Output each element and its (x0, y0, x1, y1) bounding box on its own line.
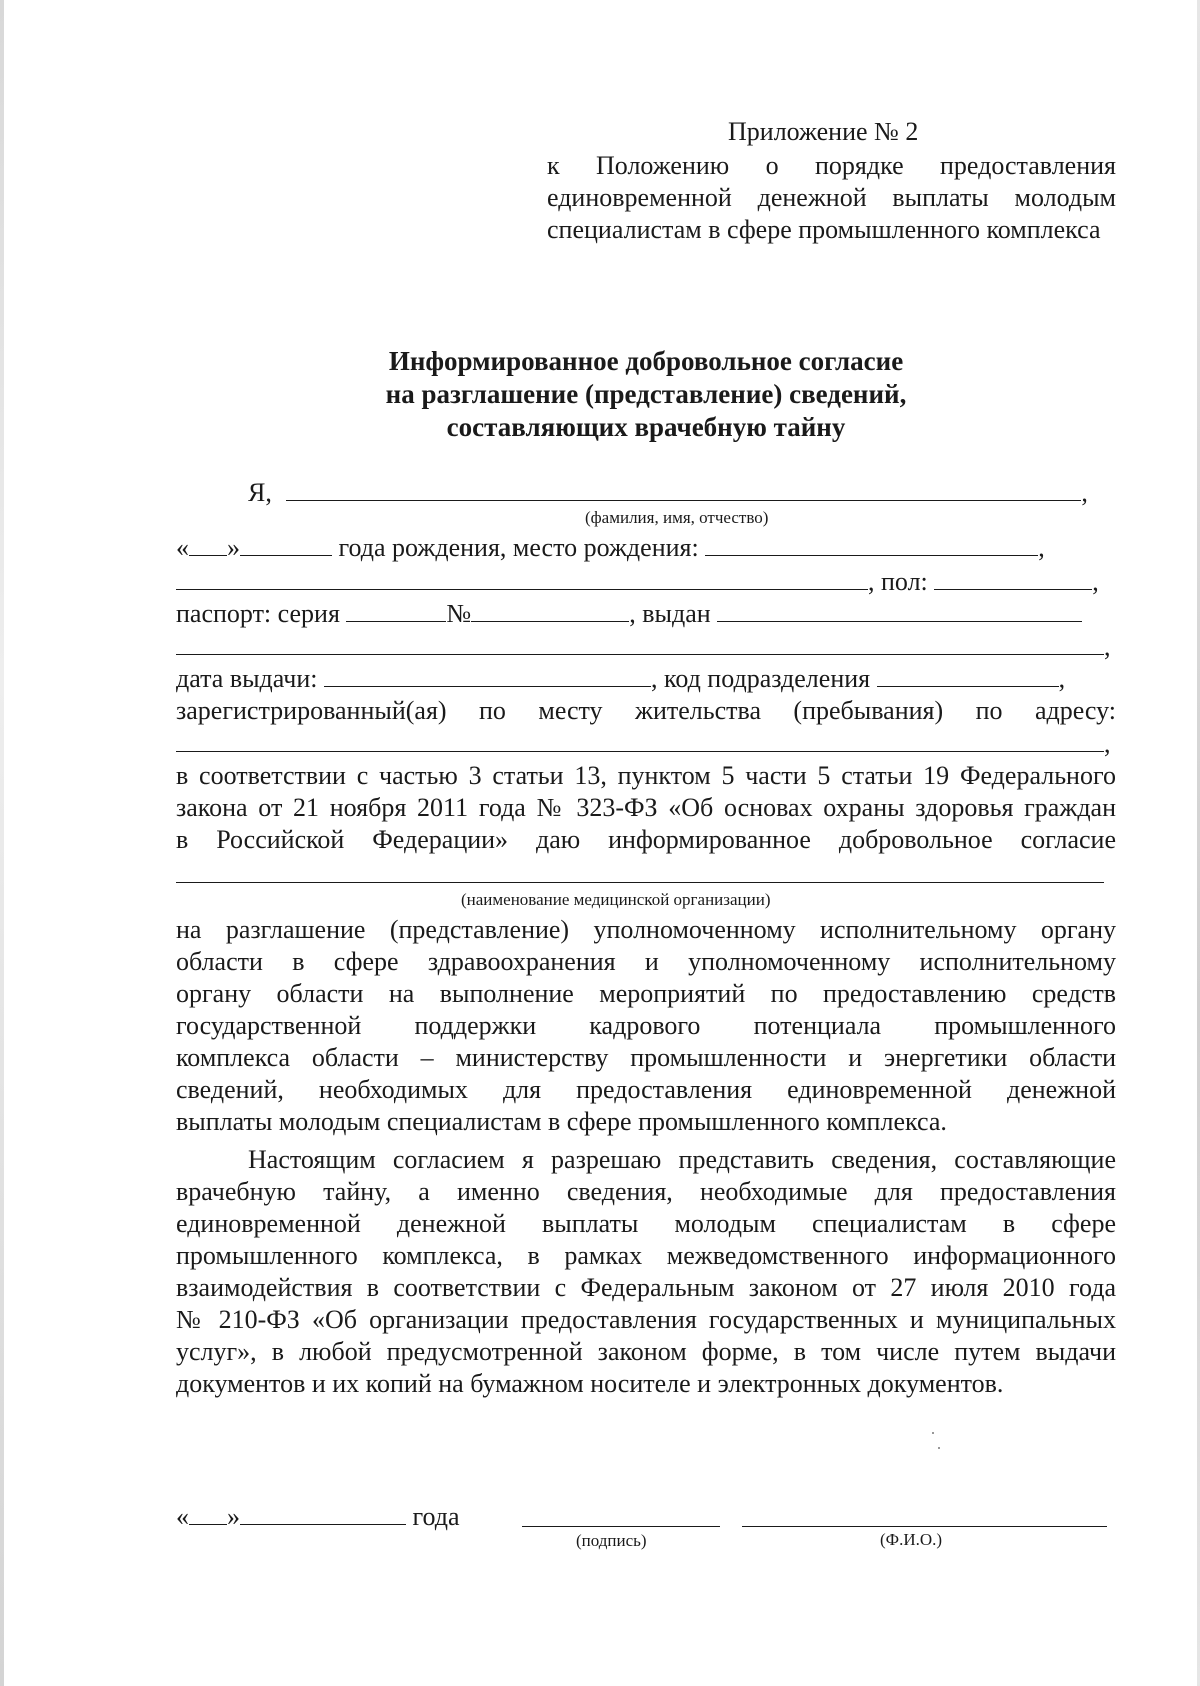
issue-date-label: дата выдачи: (176, 664, 318, 693)
quote-open: « (176, 533, 189, 562)
comma: , (1081, 478, 1088, 507)
consent-line: закона от 21 ноября 2011 года № 323-ФЗ «Об основах охраны здоровья граждан (176, 793, 1116, 822)
medical-organization-caption: (наименование медицинской организации) (461, 890, 771, 909)
paragraph-line: сведений, необходимых для предоставления единовременной денежной (176, 1075, 1116, 1104)
passport-series-label: паспорт: серия (176, 599, 340, 628)
signer-name-field[interactable] (742, 1526, 1107, 1527)
scan-speck (938, 1447, 940, 1449)
paragraph-line: промышленного комплекса, в рамках межведомственного информационного (176, 1241, 1116, 1270)
comma: , (1058, 664, 1066, 693)
issue-date-field[interactable] (324, 662, 651, 687)
sex-label: , пол: (868, 567, 928, 596)
number-sign: № (446, 599, 472, 628)
paragraph-line: единовременной денежной выплаты молодым специалистам в сфере (176, 1209, 1116, 1238)
sex-field[interactable] (934, 565, 1092, 590)
fio-field[interactable] (286, 476, 1081, 501)
quote-close: » (227, 533, 240, 562)
passport-number-field[interactable] (471, 597, 629, 622)
paragraph-line: комплекса области – министерству промышленности и энергетики области (176, 1043, 1116, 1072)
medical-organization-field[interactable] (176, 882, 1104, 883)
paragraph-line: органу области на выполнение мероприятий по предоставлению средств (176, 979, 1116, 1008)
paragraph-line: документов и их копий на бумажном носителе и электронных документов. (176, 1369, 1004, 1398)
consent-paragraph (176, 760, 1116, 856)
address-field[interactable] (176, 727, 1104, 752)
scan-edge-left (0, 0, 4, 1686)
division-code-label: , код подразделения (651, 664, 871, 693)
birth-line (176, 531, 1116, 564)
consent-line: в соответствии с частью 3 статьи 13, пунктом 5 части 5 статьи 19 Федерального (176, 761, 1116, 790)
appendix-line: специалистам в сфере промышленного комплекса (547, 215, 1101, 244)
comma: , (1104, 632, 1111, 661)
address-line (176, 727, 1116, 760)
paragraph-line: области в сфере здравоохранения и уполномоченному исполнительному (176, 947, 1116, 976)
registered-label: зарегистрированный(ая) по месту жительства (пребывания) по адресу: (176, 696, 1116, 725)
birth-place-continued-field[interactable] (176, 565, 868, 590)
paragraph-line: государственной поддержки кадрового потенциала промышленного (176, 1011, 1116, 1040)
appendix-line: единовременной денежной выплаты молодым (547, 183, 1116, 212)
quote-open: « (176, 1502, 189, 1531)
fio-caption: (фамилия, имя, отчество) (585, 508, 769, 527)
birth-month-year-field[interactable] (240, 531, 332, 556)
signature-field[interactable] (522, 1526, 720, 1527)
paragraph-line: выплаты молодым специалистам в сфере промышленного комплекса. (176, 1107, 947, 1136)
birth-day-field[interactable] (189, 531, 227, 556)
signature-line (176, 1500, 1116, 1533)
issued-by-continued-field[interactable] (176, 630, 1104, 655)
issue-date-line (176, 662, 1116, 695)
issued-by-label: , выдан (629, 599, 711, 628)
comma: , (1092, 567, 1099, 596)
consent-line: в Российской Федерации» даю информированное добровольное согласие (176, 825, 1116, 854)
sign-month-year-field[interactable] (240, 1500, 406, 1525)
signer-name-caption: (Ф.И.О.) (880, 1530, 943, 1549)
sign-day-field[interactable] (189, 1500, 227, 1525)
birth-label: года рождения, место рождения: (338, 533, 699, 562)
paragraph-line: взаимодействия в соответствии с Федеральным законом от 27 июля 2010 года (176, 1273, 1116, 1302)
birth-place-field[interactable] (705, 531, 1038, 556)
issued-by-continued-line (176, 630, 1116, 663)
consent-purpose-paragraph (176, 914, 1116, 1138)
ya-label: Я, (248, 478, 272, 507)
year-label: года (412, 1502, 460, 1531)
fio-line (176, 476, 1116, 509)
division-code-field[interactable] (877, 662, 1059, 687)
passport-series-field[interactable] (346, 597, 446, 622)
appendix-reference (547, 150, 1116, 246)
appendix-line: к Положению о порядке предоставления (547, 151, 1116, 180)
comma: , (1038, 533, 1045, 562)
paragraph-line: на разглашение (представление) уполномоченному исполнительному органу (176, 915, 1116, 944)
appendix-title: Приложение № 2 (728, 117, 919, 146)
comma: , (1104, 729, 1111, 758)
paragraph-line: врачебную тайну, а именно сведения, необходимые для предоставления (176, 1177, 1116, 1206)
paragraph-line: № 210-ФЗ «Об организации предоставления государственных и муниципальных (176, 1305, 1116, 1334)
paragraph-line: услуг», в любой предусмотренной законом форме, в том числе путем выдачи (176, 1337, 1116, 1366)
quote-close: » (227, 1502, 240, 1531)
scan-speck (932, 1432, 934, 1434)
consent-scope-paragraph (176, 1144, 1116, 1400)
issued-by-field[interactable] (717, 597, 1082, 622)
signature-caption: (подпись) (576, 1531, 647, 1550)
document-title-line: составляющих врачебную тайну (446, 412, 846, 442)
document-title-line: Информированное добровольное согласие (388, 346, 904, 376)
document-title-line: на разглашение (представление) сведений, (385, 379, 907, 409)
paragraph-line: Настоящим согласием я разрешаю представить сведения, составляющие (248, 1145, 1116, 1174)
passport-line (176, 597, 1116, 630)
sex-line (176, 565, 1116, 598)
registered-line (176, 695, 1116, 727)
